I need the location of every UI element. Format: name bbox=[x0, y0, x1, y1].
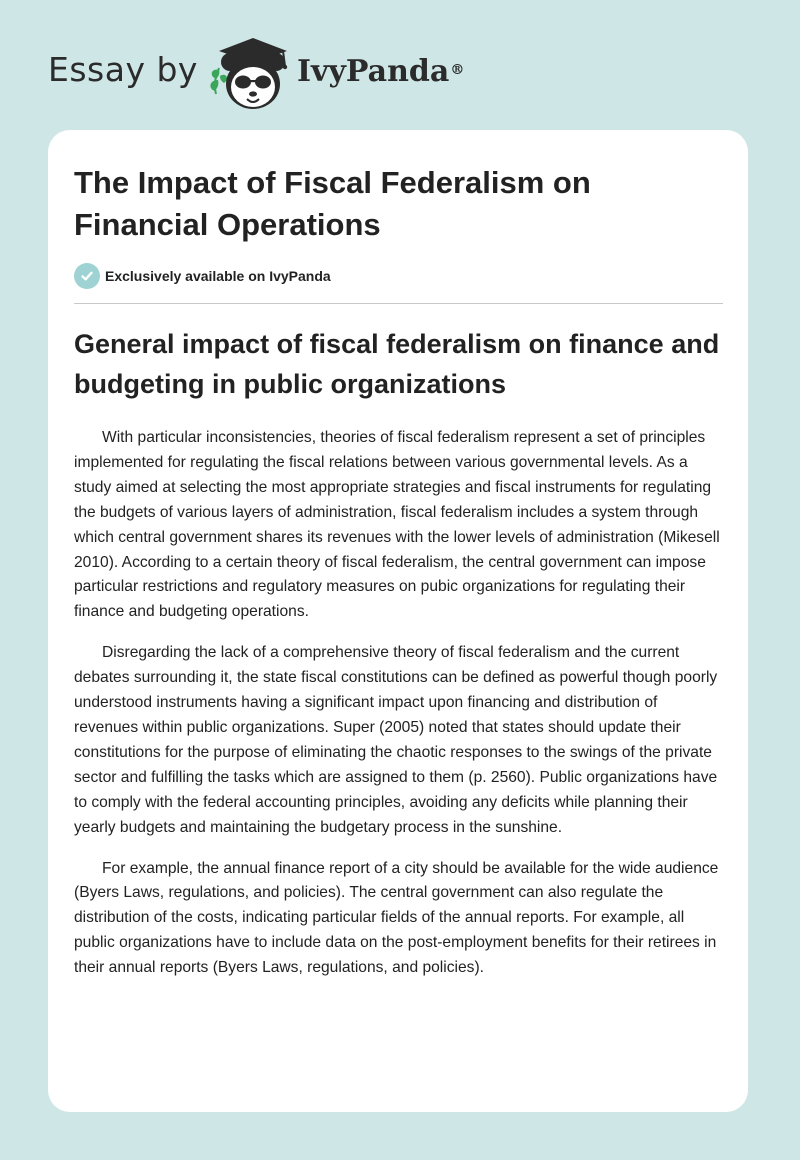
paragraph: For example, the annual finance report of a city should be available for the wide audience (Byers Laws, regulations, and policies). The central government can also regulate the distribution of the costs, indicating particular fields of the annual reports. For example, all public organizations have to include data on the post-employment benefits for their retirees in their annual reports (Byers Laws, regulations, and policies). bbox=[74, 859, 719, 977]
essay-by-label: Essay by bbox=[48, 50, 198, 89]
essay-body bbox=[74, 426, 724, 997]
section-heading: General impact of fiscal federalism on finance and budgeting in public organizations bbox=[74, 329, 720, 399]
checkmark-icon bbox=[74, 263, 100, 289]
divider bbox=[74, 303, 723, 304]
essay-title: The Impact of Fiscal Federalism on Financial Operations bbox=[74, 165, 591, 242]
exclusive-badge-label: Exclusively available on IvyPanda bbox=[105, 268, 331, 284]
panda-graduate-logo-icon[interactable] bbox=[203, 34, 293, 114]
paragraph: With particular inconsistencies, theories of fiscal federalism represent a set of principles implemented for regulating the fiscal relations between various governmental levels. As a study aimed at selecting the most appropriate strategies and fiscal instruments for regulating the budgets of various layers of administration, fiscal federalism includes a system through which central government shares its revenues with the lower levels of administration (Mikesell 2010). According to a certain theory of fiscal federalism, the central government can impose particular restrictions and regulatory measures on pubic organizations for regulating their finance and budgeting operations. bbox=[74, 429, 720, 621]
site-header bbox=[0, 0, 800, 125]
brand-name[interactable]: IvyPanda® bbox=[297, 54, 465, 89]
paragraph: Disregarding the lack of a comprehensive theory of fiscal federalism and the current debates surrounding it, the state fiscal constitutions can be defined as powerful though poorly understood instruments having a significant impact upon financing and distribution of revenues within public organizations. Super (2005) noted that states should update their constitutions for the purpose of eliminating the chaotic responses to the swings of the private sector and fulfilling the tasks which are assigned to them (p. 2560). Public organizations have to comply with the federal accounting principles, avoiding any deficits while planning their yearly budgets and maintaining the budgetary process in the sunshine. bbox=[74, 644, 718, 836]
registered-mark: ® bbox=[450, 62, 465, 78]
exclusive-badge bbox=[74, 263, 331, 289]
essay-card bbox=[48, 130, 748, 1112]
